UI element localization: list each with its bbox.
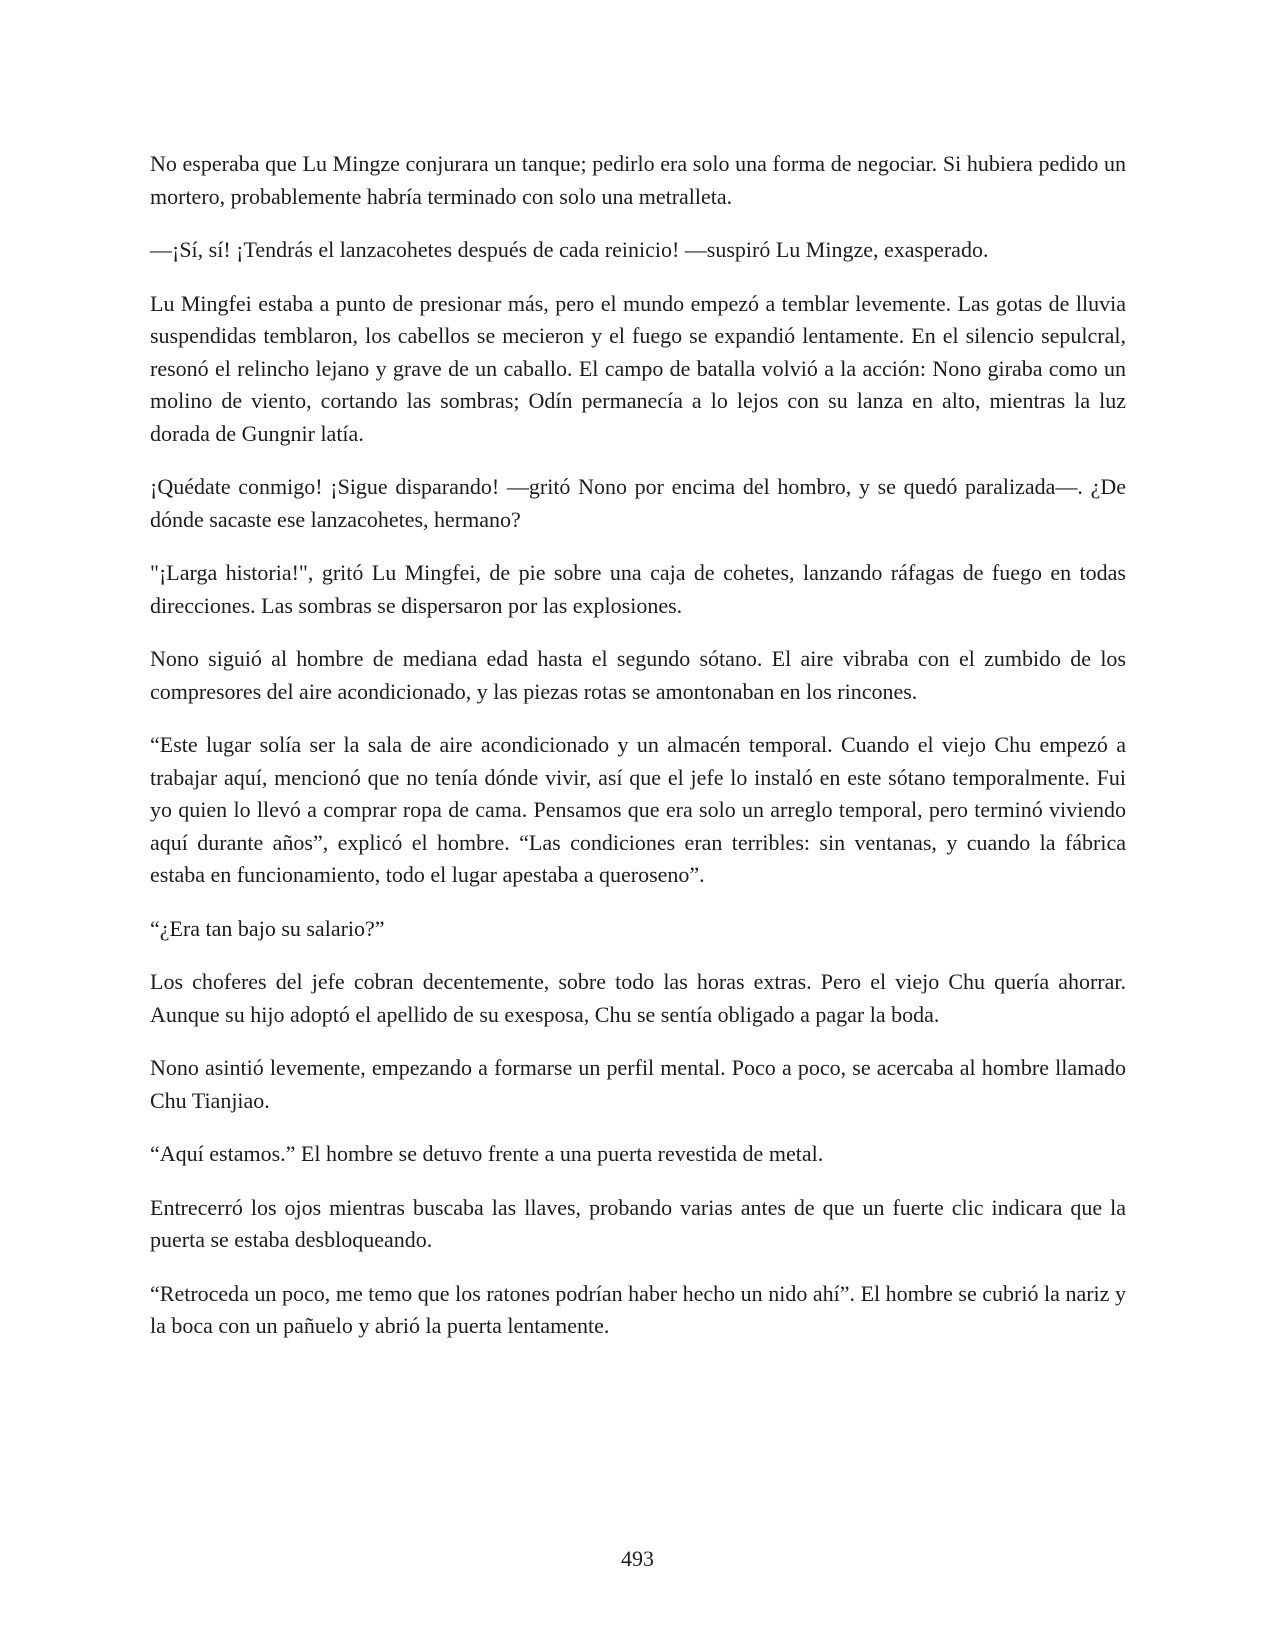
paragraph: "¡Larga historia!", gritó Lu Mingfei, de pie sobre una caja de cohetes, lanzando ráfagas de fuego en todas direcciones. Las sombras se dispersaron por las explosiones. — [150, 560, 1126, 618]
paragraph: ¡Quédate conmigo! ¡Sigue disparando! —gritó Nono por encima del hombro, y se quedó paralizada—. ¿De dónde sacaste ese lanzacohetes, hermano? — [150, 474, 1126, 532]
paragraph: “¿Era tan bajo su salario?” — [150, 915, 385, 941]
paragraph: “Este lugar solía ser la sala de aire acondicionado y un almacén temporal. Cuando el viejo Chu empezó a trabajar aquí, mencionó que no tenía dónde vivir, así que el jefe lo instaló en este sótano temporalmente. Fui yo quien lo llevó a comprar ropa de cama. Pensamos que era solo un arreglo temporal, pero terminó viviendo aquí durante años”, explicó el hombre. “Las condiciones eran terribles: sin ventanas, y cuando la fábrica estaba en funcionamiento, todo el lugar apestaba a queroseno”. — [150, 732, 1126, 887]
paragraph: “Aquí estamos.” El hombre se detuvo frente a una puerta revestida de metal. — [150, 1141, 824, 1166]
paragraph: —¡Sí, sí! ¡Tendrás el lanzacohetes después de cada reinicio! —suspiró Lu Mingze, exasperado. — [150, 237, 989, 262]
paragraph: Nono asintió levemente, empezando a formarse un perfil mental. Poco a poco, se acercaba al hombre llamado Chu Tianjiao. — [150, 1055, 1126, 1113]
paragraph: Los choferes del jefe cobran decentemente, sobre todo las horas extras. Pero el viejo Chu quería ahorrar. Aunque su hijo adoptó el apellido de su exesposa, Chu se sentía obligado a pagar la boda. — [150, 969, 1126, 1027]
paragraph: “Retroceda un poco, me temo que los ratones podrían haber hecho un nido ahí”. El hombre se cubrió la nariz y la boca con un pañuelo y abrió la puerta lentamente. — [150, 1280, 1126, 1338]
paragraph: Lu Mingfei estaba a punto de presionar más, pero el mundo empezó a temblar levemente. Las gotas de lluvia suspendidas temblaron, los cabellos se mecieron y el fuego se expandió lentamente. En el silencio sepulcral, resonó el relincho lejano y grave de un caballo. El campo de batalla volvió a la acción: Nono giraba como un molino de viento, cortando las sombras; Odín permanecía a lo lejos con su lanza en alto, mientras la luz dorada de Gungnir latía. — [150, 290, 1126, 446]
paragraph: Nono siguió al hombre de mediana edad hasta el segundo sótano. El aire vibraba con el zumbido de los compresores del aire acondicionado, y las piezas rotas se amontonaban en los rincones. — [150, 646, 1126, 704]
page-number: 493 — [621, 1546, 654, 1571]
body-text — [150, 148, 1126, 1364]
paragraph: No esperaba que Lu Mingze conjurara un tanque; pedirlo era solo una forma de negociar. Si hubiera pedido un mortero, probablemente habría terminado con solo una metralleta. — [150, 151, 1126, 209]
paragraph: Entrecerró los ojos mientras buscaba las llaves, probando varias antes de que un fuerte clic indicara que la puerta se estaba desbloqueando. — [150, 1194, 1126, 1252]
